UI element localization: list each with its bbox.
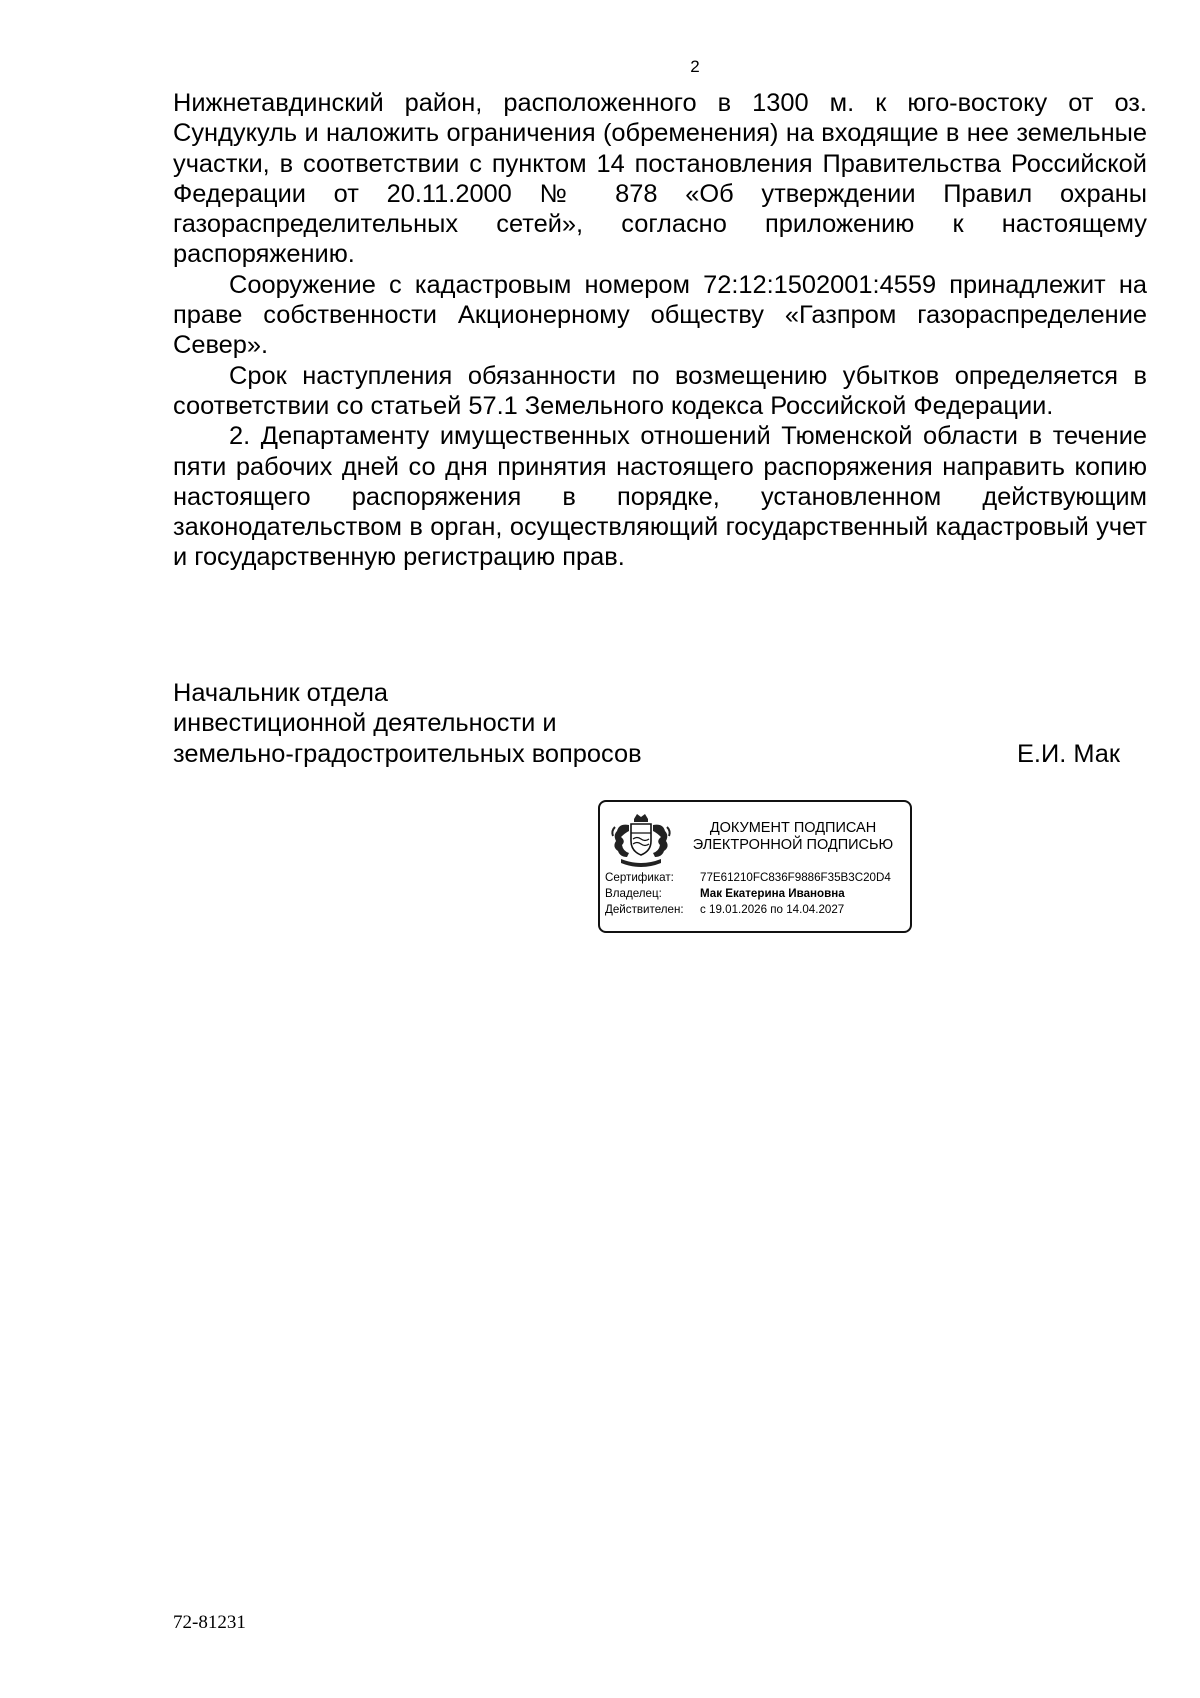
stamp-title-line: ДОКУМЕНТ ПОДПИСАН: [709, 820, 877, 836]
signer-name: Е.И. Мак: [1016, 740, 1120, 768]
page-number: 2: [690, 57, 700, 76]
document-body: [173, 88, 1147, 573]
stamp-row-owner: [605, 886, 905, 902]
paragraph-item-2: 2. Департаменту имущественных отношений Тюменской области в течение пяти рабочих дней со дня принятия настоящего распоряжения направить копию настоящего распоряжения в порядке, установленном действующим законодательством в орган, осуществляющий государственный кадастровый учет и государственную регистрацию прав.: [173, 422, 1147, 572]
paragraph-ownership: Сооружение с кадастровым номером 72:12:1502001:4559 принадлежит на праве собственности Акционерному обществу «Газпром газораспределение Север».: [173, 270, 1147, 360]
stamp-row-certificate: [605, 870, 905, 886]
electronic-signature-stamp: [598, 800, 912, 933]
stamp-label: Действителен:: [605, 903, 684, 916]
signer-title-line: Начальник отдела: [173, 679, 389, 707]
signer-title: [173, 678, 642, 769]
paragraph-compensation: Срок наступления обязанности по возмещению убытков определяется в соответствии со статьей 57.1 Земельного кодекса Российской Федерации.: [173, 361, 1147, 420]
stamp-details: [605, 870, 905, 918]
stamp-label: Сертификат:: [605, 871, 674, 884]
tyumen-coat-of-arms-icon: [607, 809, 675, 873]
signer-title-line: инвестиционной деятельности и: [173, 709, 557, 738]
certificate-number: 77E61210FC836F9886F35B3C20D4: [700, 871, 891, 884]
stamp-title-line: ЭЛЕКТРОННОЙ ПОДПИСЬЮ: [692, 837, 894, 853]
stamp-label: Владелец:: [605, 887, 662, 900]
certificate-validity: с 19.01.2026 по 14.04.2027: [700, 903, 845, 916]
stamp-title: [678, 820, 908, 854]
document-code: 72-81231: [173, 1612, 246, 1633]
paragraph-continuation: Нижнетавдинский район, расположенного в 1300 м. к юго-востоку от оз. Сундукуль и наложить ограничения (обременения) на входящие в нее земельные участки, в соответствии с пунктом 14 постановления Правительства Российской Федерации от 20.11.2000 № 878 «Об утверждении Правил охраны газораспределительных сетей», согласно приложению к настоящему распоряжению.: [173, 89, 1147, 269]
stamp-row-validity: [605, 902, 905, 918]
signer-title-line: земельно-градостроительных вопросов: [173, 739, 642, 768]
certificate-owner: Мак Екатерина Ивановна: [700, 887, 845, 900]
